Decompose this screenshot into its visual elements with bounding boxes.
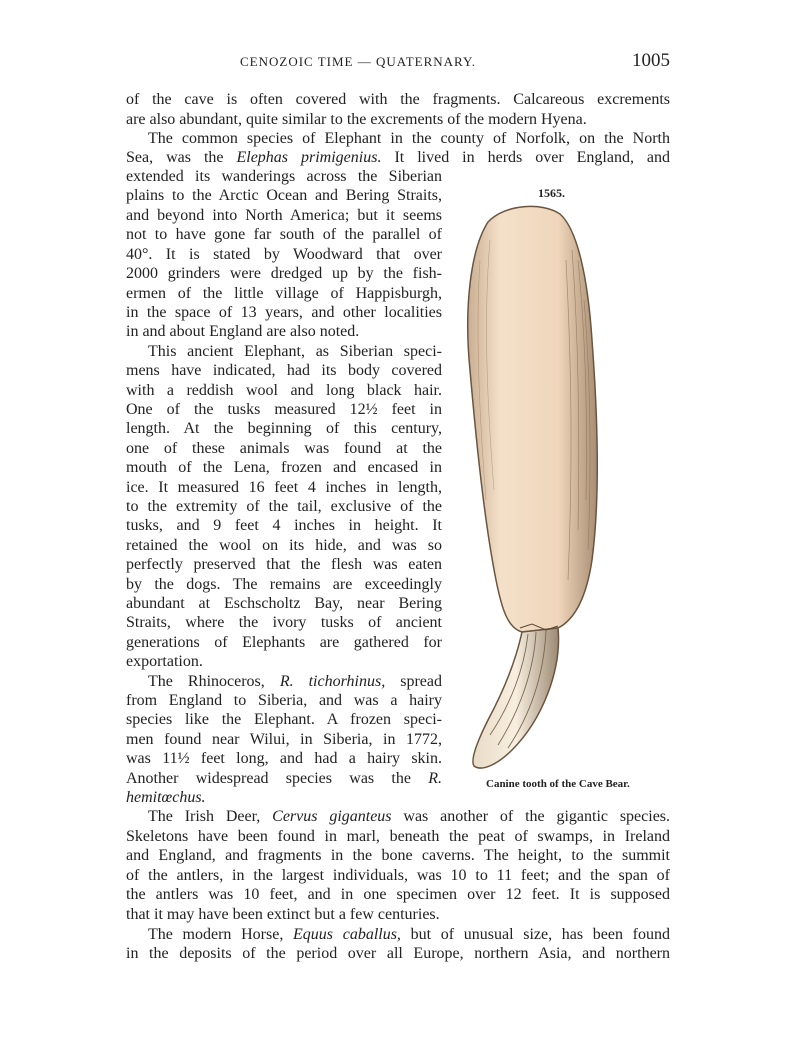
text-line: The common species of Elephant in the county of Norfolk, on the North [148,130,670,147]
text-line: and beyond into North America; but it seems [126,207,442,224]
species-name: Elephas primigenius. [236,149,382,166]
text-line: in the space of 13 years, and other localities [126,304,442,321]
figure-caption: Canine tooth of the Cave Bear. [486,778,630,790]
text-line: the antlers was 10 feet, and in one specimen over 12 feet. It is supposed [126,886,670,903]
text-line: The Rhinoceros, R. tichorhinus, spread [148,673,443,690]
text-line: exportation. [126,653,203,670]
text-line: The modern Horse, Equus caballus, but of unusual size, has been found [148,926,671,943]
text-line: species like the Elephant. A frozen speci- [126,711,442,728]
text-line: in the deposits of the period over all Europe, northern Asia, and northern [126,945,670,962]
text-line: of the antlers, in the largest individuals, was 10 to 11 feet; and the span of [126,867,670,884]
text-line: by the dogs. The remains are exceedingly [126,576,442,593]
text-line: are also abundant, quite similar to the excrements of the modern Hyena. [126,111,587,128]
text-line: ice. It measured 16 feet 4 inches in length, [126,479,442,496]
text-line: One of the tusks measured 12½ feet in [126,401,442,418]
text-line: from England to Siberia, and was a hairy [126,692,442,709]
species-name: Cervus giganteus [272,808,392,825]
text-line: plains to the Arctic Ocean and Bering Straits, [126,187,442,204]
text-line: one of these animals was found at the [126,440,442,457]
text-line: men found near Wilui, in Siberia, in 1772, [126,731,442,748]
text-line: and England, and fragments in the bone caverns. The height, to the summit [126,847,670,864]
text-line: mouth of the Lena, frozen and encased in [126,459,442,476]
text-line: to the extremity of the tail, exclusive of the [126,498,442,515]
species-name: R. tichorhinus, [279,673,386,690]
text-line: This ancient Elephant, as Siberian speci- [148,343,442,360]
text-line: Sea, was the Elephas primigenius. It lived in herds over England, and [126,149,671,166]
cave-bear-canine-illustration [450,200,610,780]
text-line: 40°. It is stated by Woodward that over [126,246,442,263]
page-header [126,50,670,76]
text-line [126,788,442,807]
text-line: extended its wanderings across the Siberian [126,168,442,185]
text-line: length. At the beginning of this century, [126,420,442,437]
page-number: 1005 [632,50,670,71]
text-line: that it may have been extinct but a few centuries. [126,906,440,923]
figure-number: 1565. [538,186,565,200]
text-line: with a reddish wool and long black hair. [126,382,442,399]
text-line: perfectly preserved that the flesh was eaten [126,556,442,573]
text-line: Straits, where the ivory tusks of ancient [126,614,442,631]
text-line: Another widespread species was the R. [126,770,443,787]
text-line: Skeletons have been found in marl, beneath the peat of swamps, in Ireland [126,828,670,845]
text-line: was 11½ feet long, and had a hairy skin. [126,750,442,767]
text-line: in and about England are also noted. [126,323,360,340]
text-line: not to have gone far south of the parallel of [126,226,442,243]
species-name: hemitœchus. [126,789,206,806]
text-line: tusks, and 9 feet 4 inches in height. It [126,517,442,534]
species-name: Equus caballus, [293,926,401,943]
text-line: 2000 grinders were dredged up by the fish- [126,265,442,282]
text-line: ermen of the little village of Happisburgh, [126,285,442,302]
text-line: retained the wool on its hide, and was so [126,537,442,554]
text-line: mens have indicated, had its body covered [126,362,442,379]
species-name: R. [428,770,443,787]
text-line: of the cave is often covered with the fragments. Calcareous excrements [126,91,670,108]
text-line: generations of Elephants are gathered for [126,634,442,651]
text-line: abundant at Eschscholtz Bay, near Bering [126,595,442,612]
running-title: CENOZOIC TIME — QUATERNARY. [240,54,476,69]
text-line: The Irish Deer, Cervus giganteus was another of the gigantic species. [148,808,671,825]
